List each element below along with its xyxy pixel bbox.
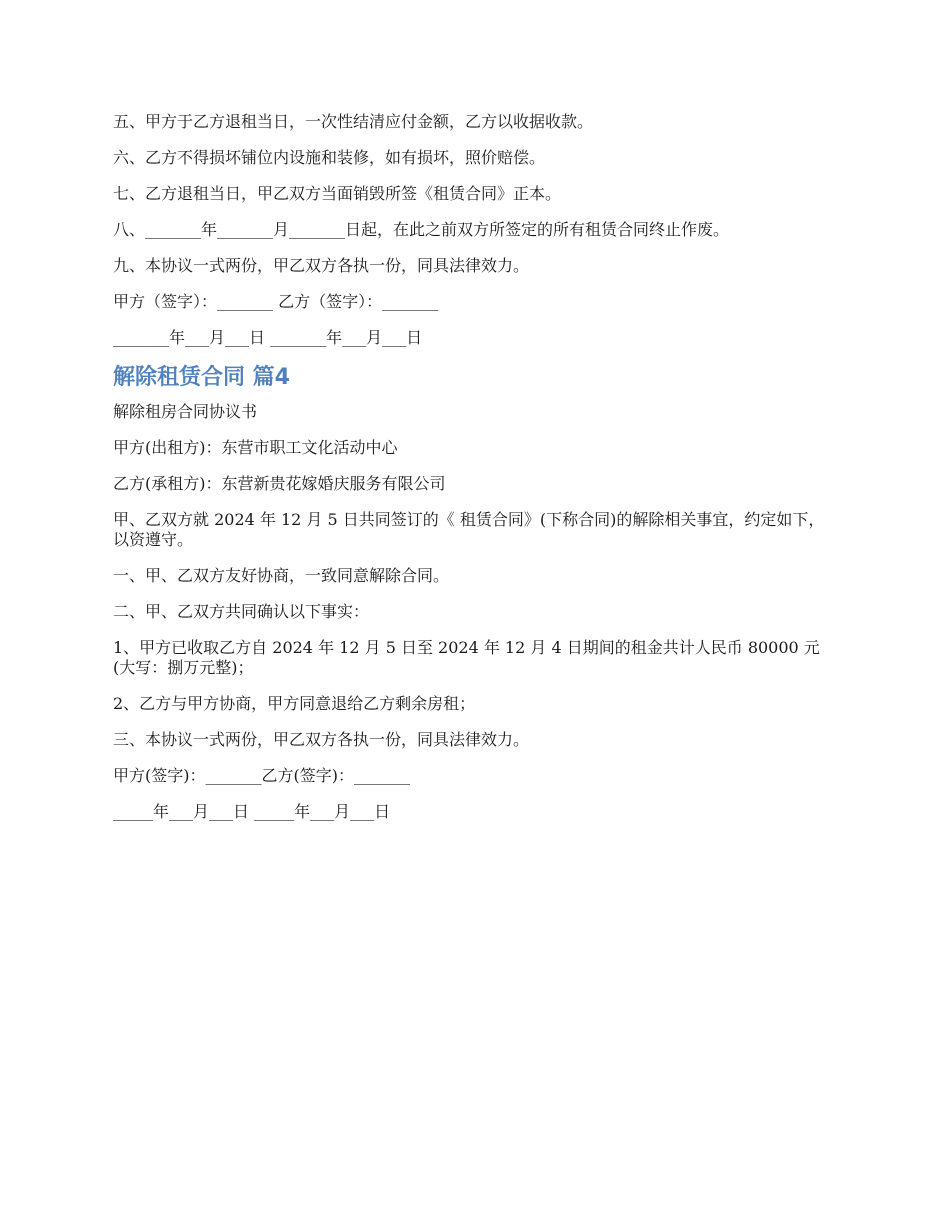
agreement-title: 解除租房合同协议书 bbox=[113, 402, 258, 421]
clause-2: 二、甲、乙双方共同确认以下事实： bbox=[113, 602, 370, 621]
signature-line: 甲方（签字）：_______ 乙方（签字）：_______ bbox=[113, 292, 439, 311]
fact-1: 1、甲方已收取乙方自 2024 年 12 月 5 日至 2024 年 12 月 4 日期间的租金共计人民币 80000 元(大写：捌万元整)； bbox=[113, 638, 820, 677]
clause-8: 八、_______年_______月_______日起，在此之前双方所签定的所有租赁合同终止作废。 bbox=[113, 220, 730, 239]
preamble: 甲、乙双方就 2024 年 12 月 5 日共同签订的《 租赁合同》(下称合同)的解除相关事宜，约定如下，以资遵守。 bbox=[113, 510, 825, 549]
clause-6: 六、乙方不得损坏铺位内设施和装修，如有损坏，照价赔偿。 bbox=[113, 148, 546, 167]
fact-2: 2、乙方与甲方协商，甲方同意退给乙方剩余房租； bbox=[113, 694, 476, 713]
date-line: _______年___月___日 _______年___月___日 bbox=[113, 328, 423, 347]
signature-line-2: 甲方(签字)：_______乙方(签字)：_______ bbox=[113, 766, 410, 785]
clause-5: 五、甲方于乙方退租当日，一次性结清应付金额，乙方以收据收款。 bbox=[113, 112, 594, 131]
document-page bbox=[113, 112, 833, 838]
date-line-2: _____年___月___日 _____年___月___日 bbox=[113, 802, 391, 821]
clause-9: 九、本协议一式两份，甲乙双方各执一份，同具法律效力。 bbox=[113, 256, 530, 275]
clause-3: 三、本协议一式两份，甲乙双方各执一份，同具法律效力。 bbox=[113, 730, 530, 749]
party-b: 乙方(承租方)：东营新贵花嫁婚庆服务有限公司 bbox=[113, 474, 446, 493]
clause-7: 七、乙方退租当日，甲乙双方当面销毁所签《租赁合同》正本。 bbox=[113, 184, 562, 203]
party-a: 甲方(出租方)：东营市职工文化活动中心 bbox=[113, 438, 398, 457]
clause-1: 一、甲、乙双方友好协商，一致同意解除合同。 bbox=[113, 566, 450, 585]
section-heading: 解除租赁合同 篇4 bbox=[113, 365, 290, 390]
